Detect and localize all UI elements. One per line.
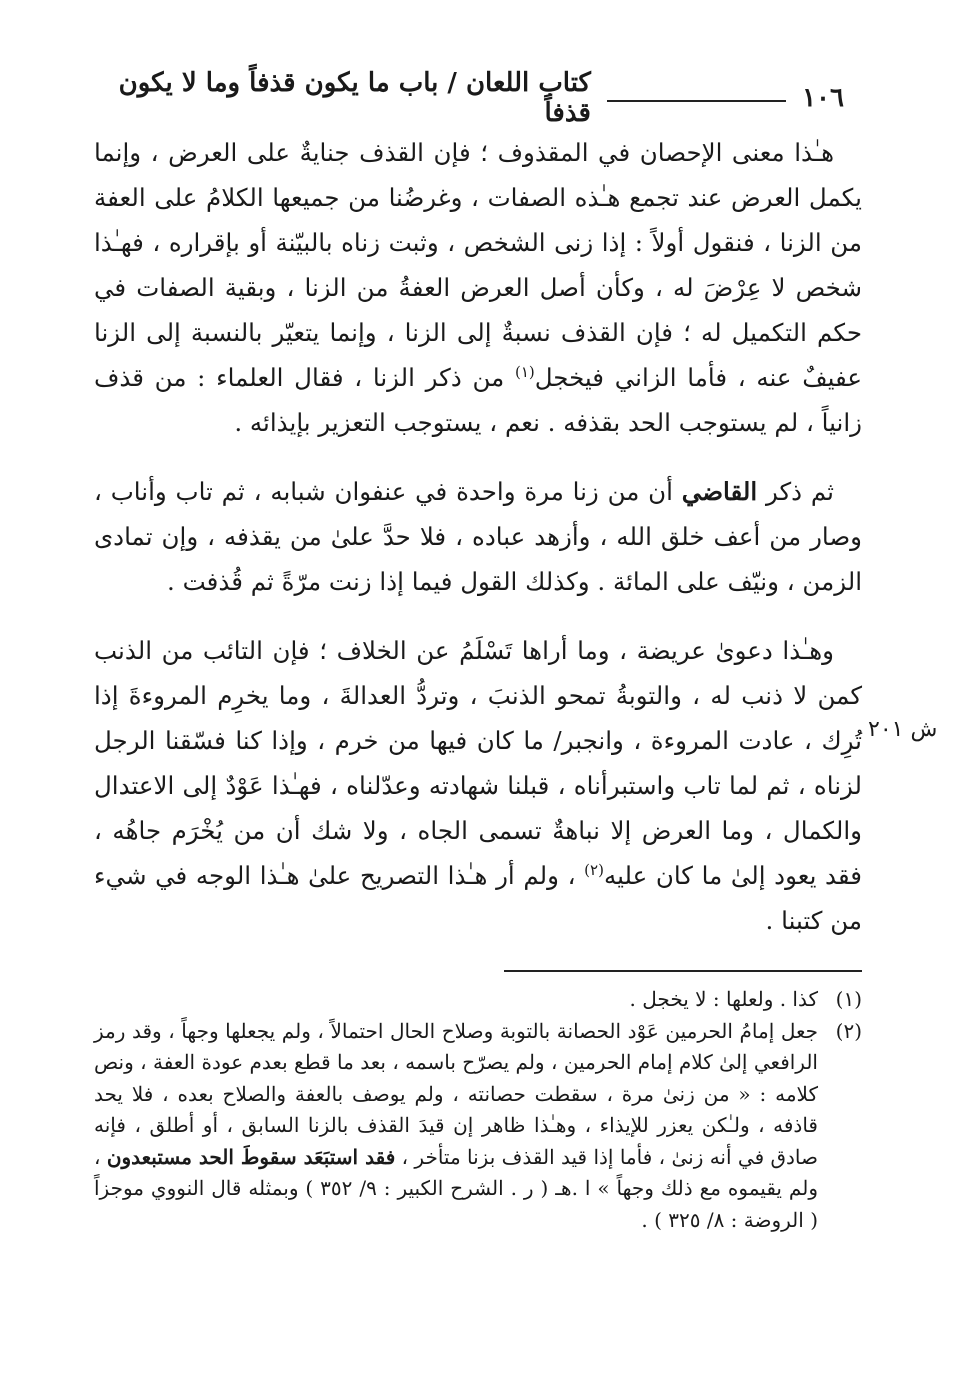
footnote-1 [94, 984, 862, 1016]
footnote-number: (٢) [835, 1018, 862, 1043]
paragraph-text: وهـٰذا دعوىٰ عريضة ، وما أراها تَسْلَمُ عن الخلاف ؛ فإن التائب من الذنب كمن لا ذنب له ، والتوبةُ تمحو الذنبَ ، وتردُّ العدالةَ ، وما يخرِم المروءةَ إذا تُرِك ، عادت المروءة ، وانجبر/ ما كان فيها من خرم ، وإذا كنا فسّقنا الرجل لزناه ، ثم لما تاب واستبرأناه ، قبلنا شهادته وعدّلناه ، فهـٰذا عَوْدٌ إلى الاعتدال والكمال ، وما العرض إلا نباهةٌ تسمى الجاه ، ولا شك أن من يُخْرَم جاهُه ، فقد يعود إلىٰ ما كان عليه [94, 636, 862, 890]
footnote-text-part: جعل إمامُ الحرمين عَوْد الحصانة بالتوبة وصلاح الحال احتمالاً ، ولم يجعلها وجهاً ، وقد رمز الرافعي إلىٰ كلام إمام الحرمين ، ولم يصرّح باسمه ، بعد ما قطع بعدم عودة العفة ، ونص كلامه : « من زنىٰ مرة ، سقطت حصانته ، ولم يوصف بالعفة والصلاح بعده ، فلا يحد قاذفه ، ولـٰكن يعزر للإيذاء ، وهـٰذا ظاهر إن قيدَ القذف بالزنا السابق ، أو أطلق ، فإنه صادق في أنه زنىٰ ، فأما إذا قيد القذف بزنا متأخر ، [94, 1018, 818, 1169]
page-number: ١٠٦ [802, 83, 844, 113]
main-text [94, 130, 862, 943]
paragraph-text: هـٰذا معنى الإحصان في المقذوف ؛ فإن القذف جنايةٌ على العرض ، وإنما يكمل العرض عند تجمع هـٰذه الصفات ، وغرضُنا من جميعها الكلامُ على العفة من الزنا ، فنقول أولاً : إذا زنى الشخص ، وثبت زناه بالبيّنة أو بإقراره ، فهـٰذا شخص لا عِرْضَ له ، وكأن أصل العرض العفةُ من الزنا ، وبقية الصفات في حكم التكميل له ؛ فإن القذف نسبةٌ إلى الزنا ، وإنما يتعيّر بالنسبة إلى الزنا عفيفٌ عنه ، فأما الزاني فيخجل [94, 138, 862, 392]
footnote-ref-1: (١) [514, 362, 535, 381]
paragraph-text: من ذكر الزنا ، فقال العلماء : من قذف زانياً ، لم يستوجب الحد بقذفه . نعم ، يستوجب التعزير بإيذائه . [94, 363, 862, 437]
paragraph-text: ثم ذكر [765, 477, 834, 506]
margin-folio-note: ش ٢٠١ [868, 717, 938, 742]
running-title: كتاب اللعان / باب ما يكون قذفاً وما لا يكون قذفاً [118, 68, 591, 128]
footnotes [94, 984, 862, 1236]
paragraph-text: ، ولم أر هـٰذا التصريح علىٰ هـٰذا الوجه في شيء من كتبنا . [94, 861, 862, 935]
footnote-separator [504, 970, 862, 972]
footnote-emphasis: فقد استبَعَد سقوطَ الحد مستبعدون [106, 1144, 396, 1169]
paragraph-text: أن من زنا مرة واحدة في عنفوان شبابه ، ثم تاب وأناب ، وصار من أعف خلق الله ، وأزهد عباده ، فلا حدَّ علىٰ من يقذفه ، وإن تمادى الزمن ، ونيّف على المائة . وكذلك القول فيما إذا زنت مرّةً ثم قُذفت . [94, 477, 862, 596]
paragraph-3 [94, 628, 862, 943]
footnote-text-part: ، ولم يقيموه مع ذلك وجهاً » ا .هـ ( ر . الشرح الكبير : ٩/ ٣٥٢ ) وبمثله قال النووي موجزاً ( الروضة : ٨/ ٣٢٥ ) . [94, 1144, 818, 1232]
paragraph-1 [94, 130, 862, 445]
running-header [88, 68, 844, 128]
footnote-text [94, 1016, 818, 1237]
paragraph-2 [94, 469, 862, 604]
footnote-number: (١) [835, 987, 862, 1011]
footnote-ref-2: (٢) [584, 860, 604, 879]
footnote-2 [94, 1016, 862, 1237]
header-rule [607, 100, 786, 102]
emphasized-name: القاضي [681, 477, 758, 506]
footnote-text: كذا . ولعلها : لا يخجل . [629, 987, 818, 1011]
